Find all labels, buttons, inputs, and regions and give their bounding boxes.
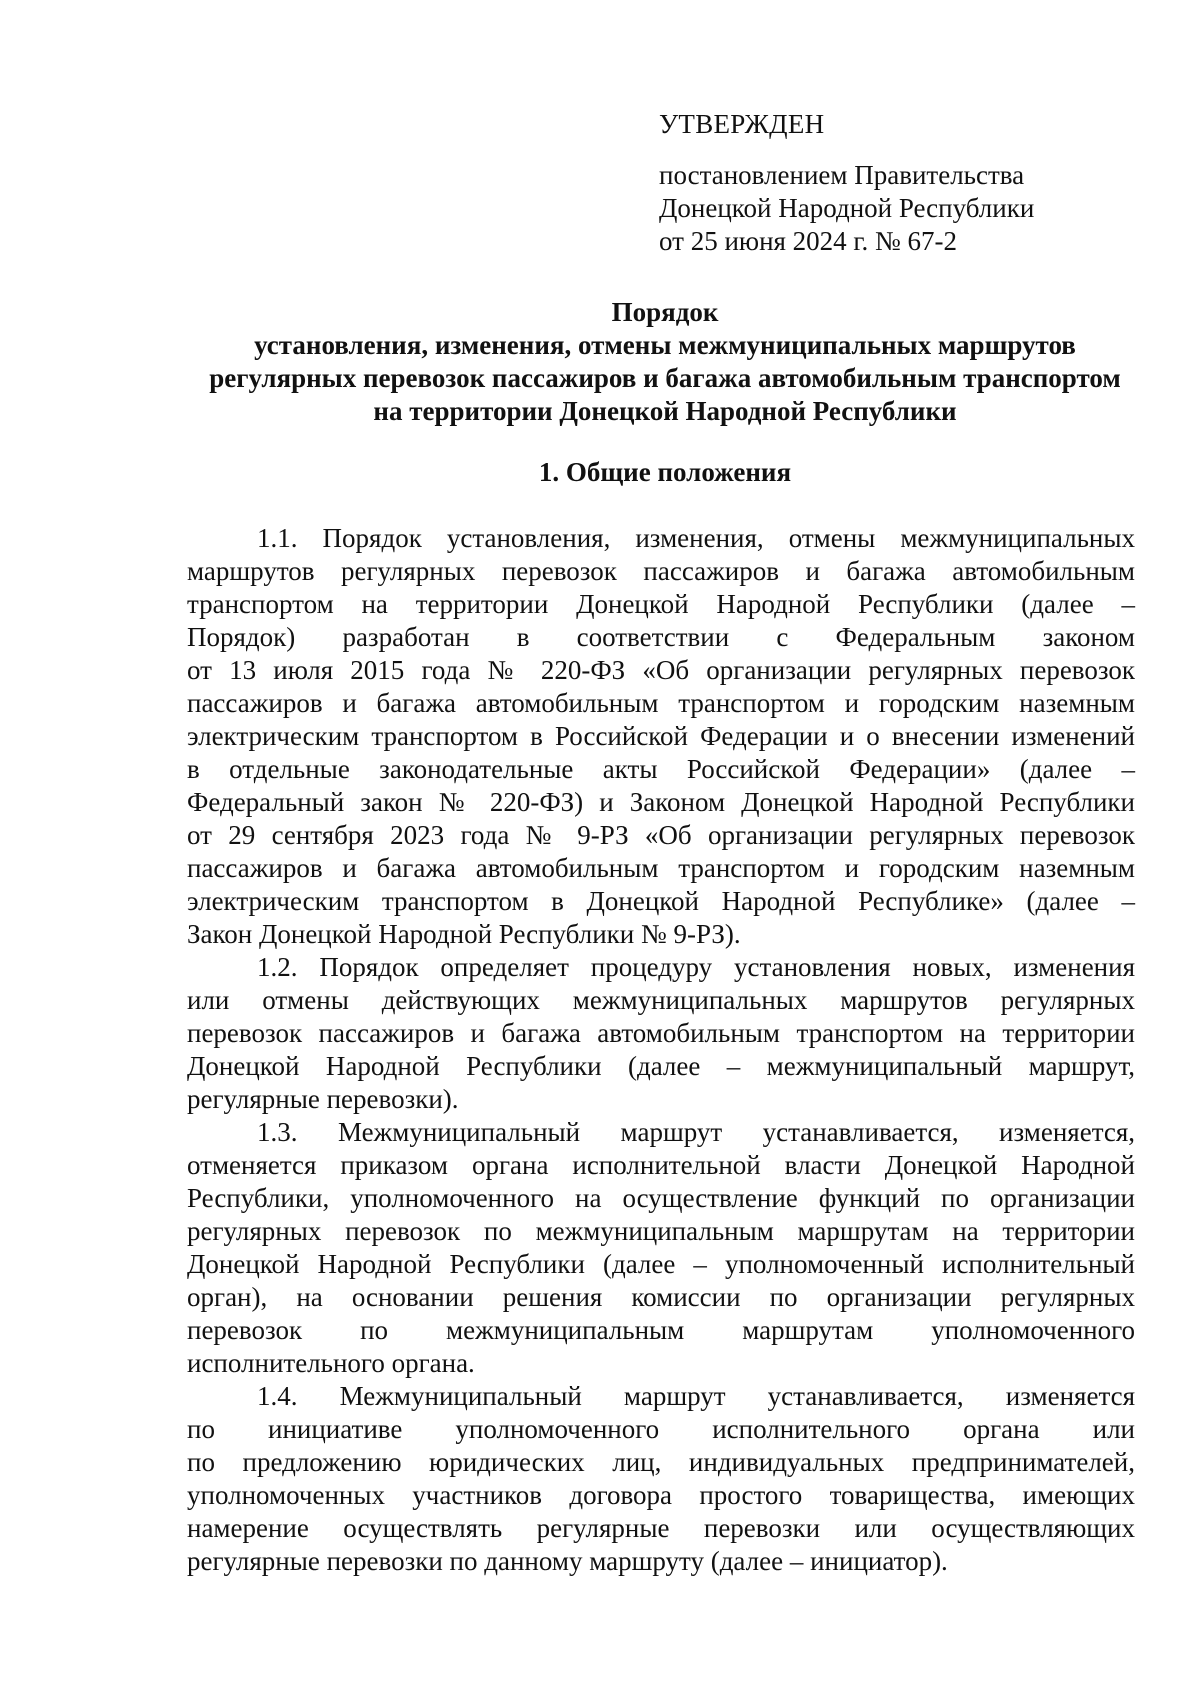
paragraph-line: маршрутов регулярных перевозок пассажиров и багажа автомобильным (187, 556, 1135, 586)
paragraph (187, 1380, 1135, 1578)
paragraph-line: 1.2. Порядок определяет процедуру установления новых, изменения (257, 952, 1135, 982)
paragraph-line: или отмены действующих межмуниципальных маршрутов регулярных (187, 985, 1135, 1015)
document-title (150, 296, 1180, 428)
paragraph (187, 522, 1135, 951)
approval-line: Донецкой Народной Республики (659, 193, 1035, 223)
paragraph-line: регулярных перевозок по межмуниципальным маршрутам на территории (187, 1216, 1135, 1246)
title-line: на территории Донецкой Народной Республики (373, 396, 957, 426)
paragraph-line: перевозок по межмуниципальным маршрутам уполномоченного (187, 1315, 1135, 1345)
section-heading: 1. Общие положения (538, 457, 792, 487)
paragraph-line: от 13 июля 2015 года № 220-ФЗ «Об организации регулярных перевозок (187, 655, 1135, 685)
paragraph-line: Закон Донецкой Народной Республики № 9-РЗ). (187, 919, 741, 949)
paragraph-line: намерение осуществлять регулярные перевозки или осуществляющих (187, 1513, 1135, 1543)
paragraph-line: Донецкой Народной Республики (далее – межмуниципальный маршрут, (187, 1051, 1135, 1081)
paragraph-line: пассажиров и багажа автомобильным транспортом и городским наземным (187, 853, 1135, 883)
paragraph-line: пассажиров и багажа автомобильным транспортом и городским наземным (187, 688, 1135, 718)
paragraph-line: 1.1. Порядок установления, изменения, отмены межмуниципальных (257, 523, 1135, 553)
title-line: Порядок (611, 297, 719, 327)
approval-line: от 25 июня 2024 г. № 67-2 (659, 226, 957, 256)
approval-line: постановлением Правительства (659, 160, 1025, 190)
paragraph (187, 951, 1135, 1116)
title-line: установления, изменения, отмены межмуниципальных маршрутов (254, 330, 1076, 360)
paragraph-line: Федеральный закон № 220-ФЗ) и Законом Донецкой Народной Республики (187, 787, 1135, 817)
paragraph-line: от 29 сентября 2023 года № 9-РЗ «Об организации регулярных перевозок (187, 820, 1135, 850)
paragraph-line: 1.3. Межмуниципальный маршрут устанавливается, изменяется, (257, 1117, 1135, 1147)
paragraph-line: Донецкой Народной Республики (далее – уполномоченный исполнительный (187, 1249, 1135, 1279)
paragraph-line: перевозок пассажиров и багажа автомобильным транспортом на территории (187, 1018, 1135, 1048)
paragraph-line: электрическим транспортом в Донецкой Народной Республике» (далее – (187, 886, 1135, 916)
paragraph-line: отменяется приказом органа исполнительной власти Донецкой Народной (187, 1150, 1135, 1180)
paragraph (187, 1116, 1135, 1380)
paragraph-line: регулярные перевозки по данному маршруту (далее – инициатор). (187, 1546, 948, 1576)
paragraph-line: Порядок) разработан в соответствии с Федеральным законом (187, 622, 1135, 652)
paragraph-line: электрическим транспортом в Российской Федерации и о внесении изменений (187, 721, 1135, 751)
paragraph-line: регулярные перевозки). (187, 1084, 459, 1114)
paragraph-line: исполнительного органа. (187, 1348, 475, 1378)
paragraph-line: Республики, уполномоченного на осуществление функций по организации (187, 1183, 1135, 1213)
paragraph-line: в отдельные законодательные акты Российской Федерации» (далее – (187, 754, 1135, 784)
body-text (187, 522, 1135, 1578)
paragraph-line: по инициативе уполномоченного исполнительного органа или (187, 1414, 1135, 1444)
paragraph-line: по предложению юридических лиц, индивидуальных предпринимателей, (187, 1447, 1135, 1477)
title-line: регулярных перевозок пассажиров и багажа автомобильным транспортом (209, 363, 1121, 393)
paragraph-line: орган), на основании решения комиссии по организации регулярных (187, 1282, 1135, 1312)
approval-block (659, 108, 1034, 258)
paragraph-line: транспортом на территории Донецкой Народной Республики (далее – (187, 589, 1135, 619)
paragraph-line: 1.4. Межмуниципальный маршрут устанавливается, изменяется (257, 1381, 1135, 1411)
paragraph-line: уполномоченных участников договора простого товарищества, имеющих (187, 1480, 1135, 1510)
approval-stamp: УТВЕРЖДЕН (659, 109, 825, 139)
